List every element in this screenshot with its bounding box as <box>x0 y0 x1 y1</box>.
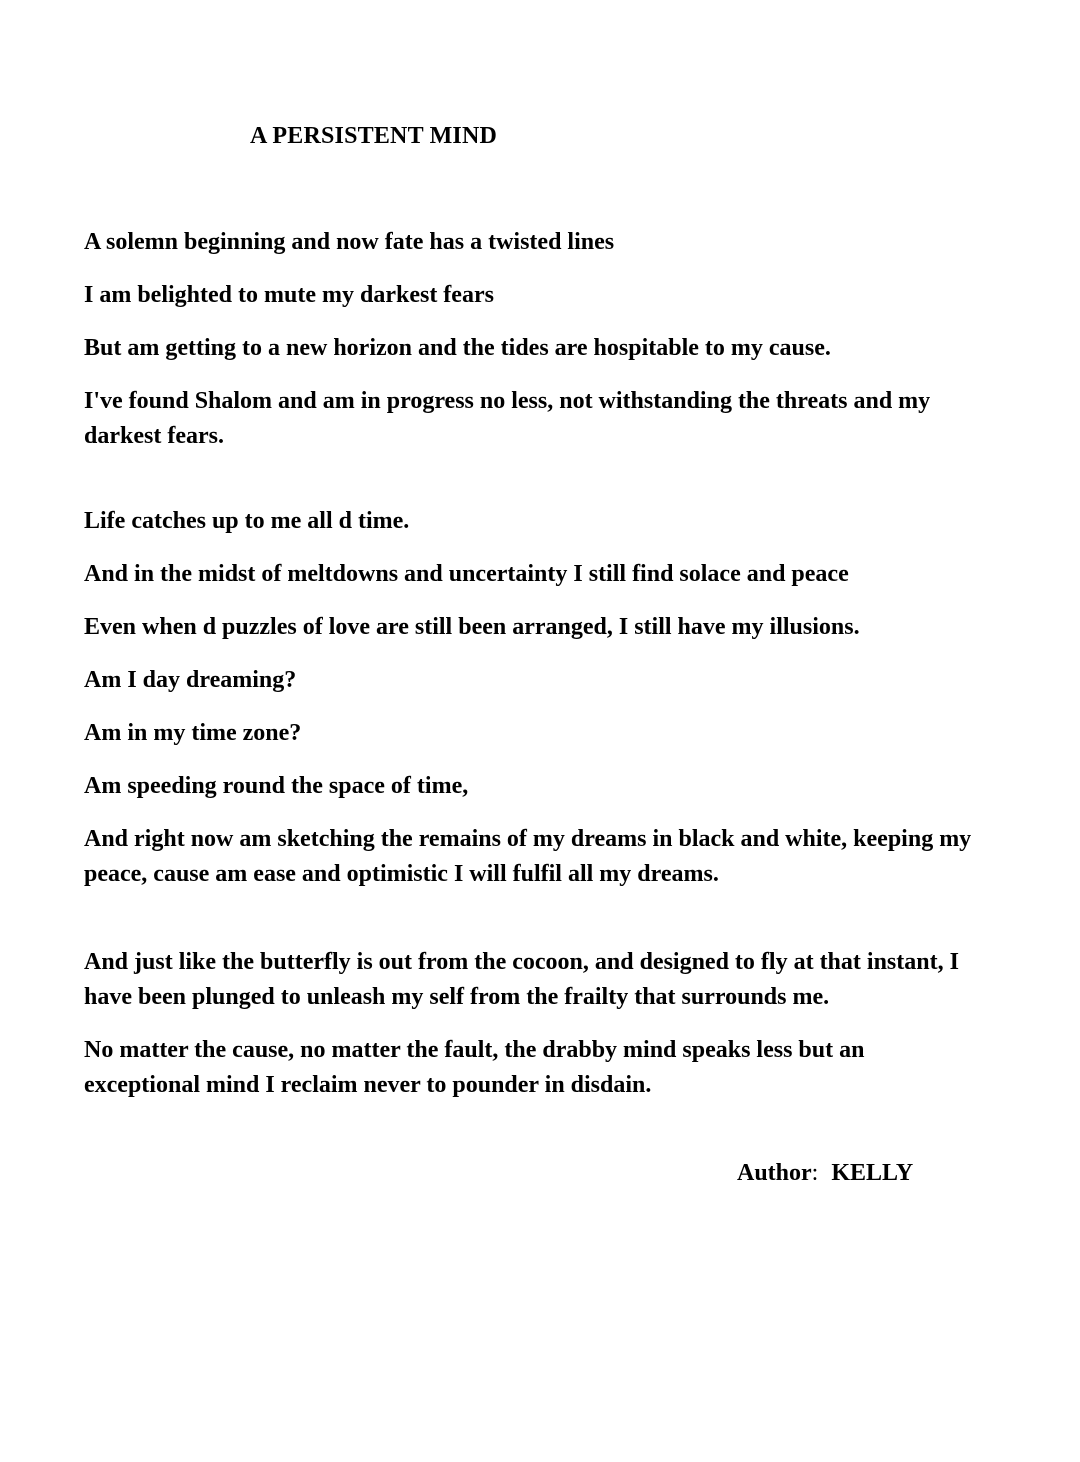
poem-line: And just like the butterfly is out from the cocoon, and designed to fly at that instant, I have been plunged to unleash my self from the frailty that surrounds me. <box>84 949 959 1010</box>
poem-line: Am in my time zone? <box>84 720 302 746</box>
poem-line: A solemn beginning and now fate has a twisted lines <box>84 229 615 255</box>
poem-title: A PERSISTENT MIND <box>250 123 498 149</box>
author-separator: : <box>811 1160 819 1186</box>
poem-line: I've found Shalom and am in progress no less, not withstanding the threats and my darkest fears. <box>84 388 931 449</box>
poem-line: No matter the cause, no matter the fault, the drabby mind speaks less but an exceptional mind I reclaim never to pounder in disdain. <box>84 1037 865 1098</box>
poem-line: And in the midst of meltdowns and uncertainty I still find solace and peace <box>84 561 849 587</box>
stanza-3 <box>84 945 984 1103</box>
poem-line: And right now am sketching the remains of my dreams in black and white, keeping my peace, cause am ease and optimistic I will fulfil all my dreams. <box>84 826 972 887</box>
poem-line: I am belighted to mute my darkest fears <box>84 282 494 308</box>
author-label: Author <box>737 1160 812 1186</box>
poem-line: Am speeding round the space of time, <box>84 773 469 799</box>
poem-line: But am getting to a new horizon and the tides are hospitable to my cause. <box>84 335 831 361</box>
stanza-1 <box>84 225 984 454</box>
author-line <box>737 1156 984 1191</box>
author-name: KELLY <box>831 1160 914 1186</box>
poem-line: Even when d puzzles of love are still been arranged, I still have my illusions. <box>84 614 860 640</box>
poem-line: Am I day dreaming? <box>84 667 297 693</box>
poem-line: Life catches up to me all d time. <box>84 508 410 534</box>
stanza-2 <box>84 504 984 892</box>
